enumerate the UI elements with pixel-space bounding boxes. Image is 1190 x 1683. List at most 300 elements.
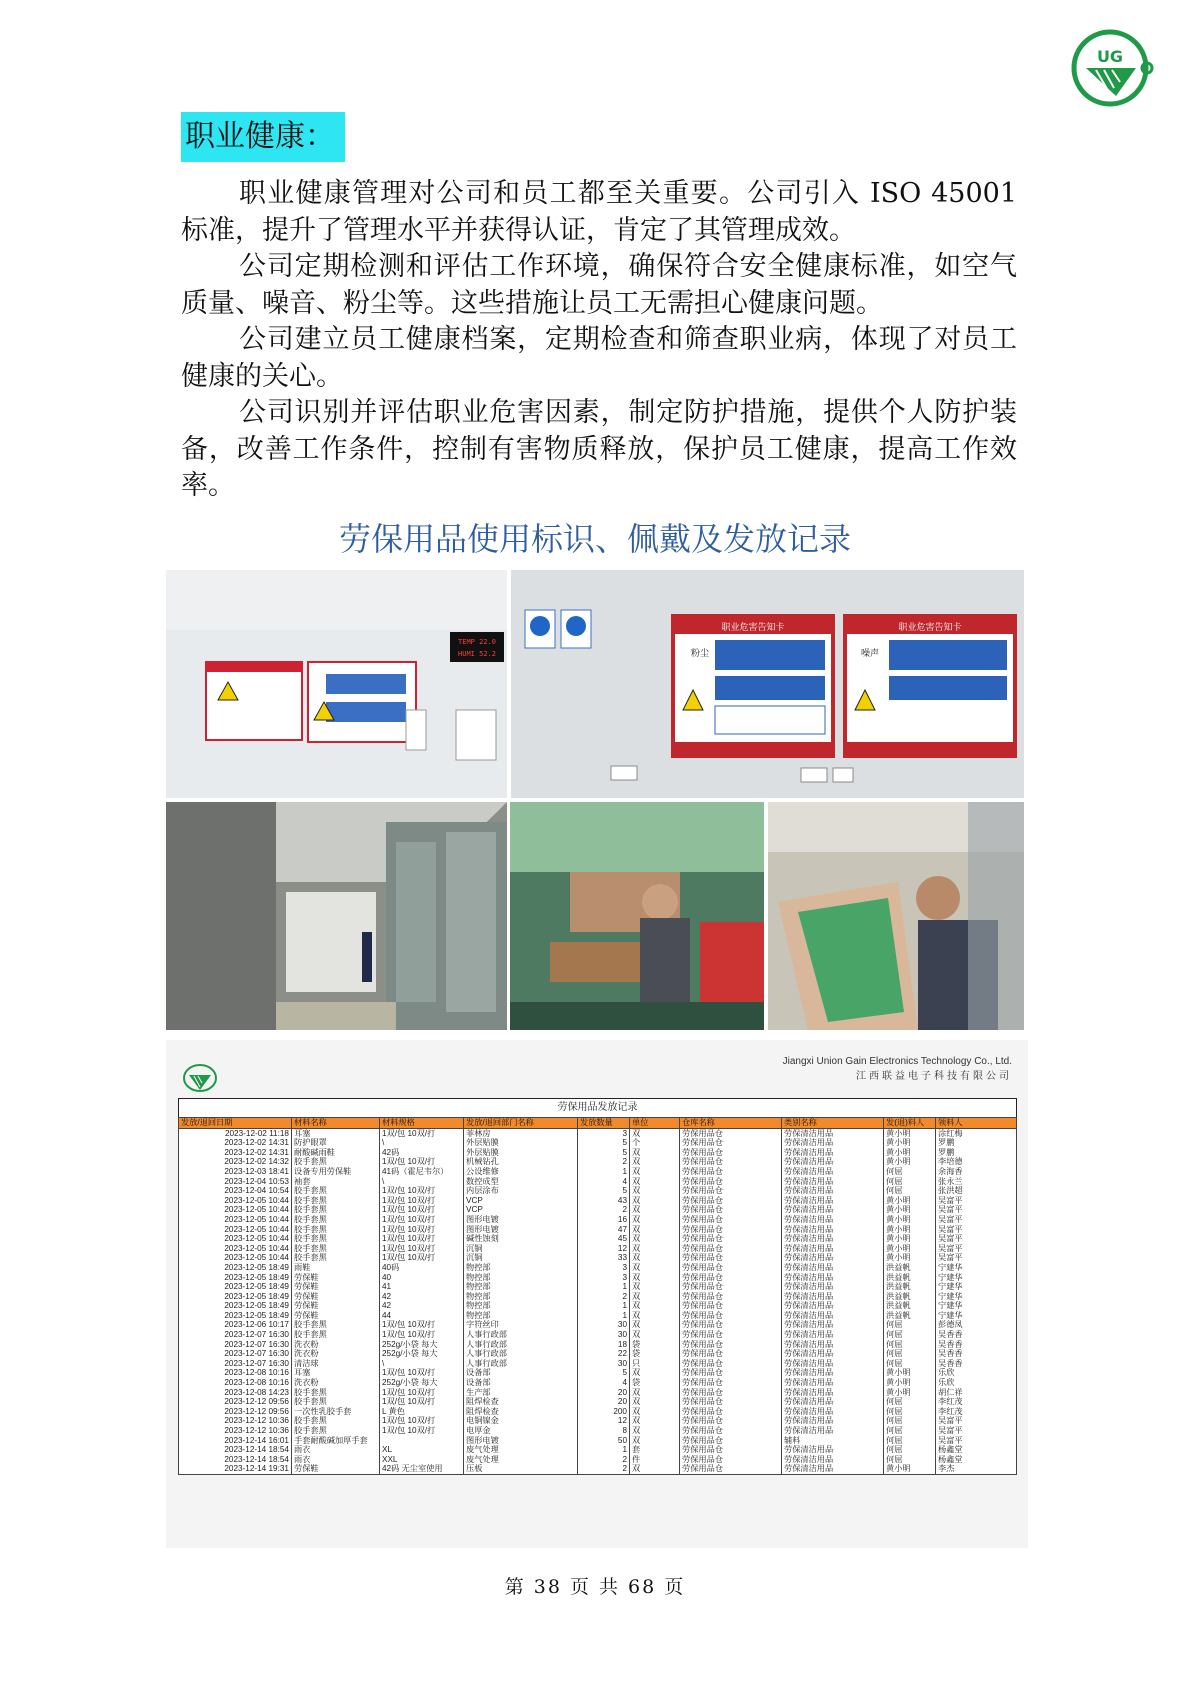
table-cell: 胶手套黑 [292, 1244, 380, 1254]
record-table-title: 劳保用品发放记录 [178, 1098, 1017, 1117]
table-row [179, 1301, 1017, 1311]
table-cell: 3 [578, 1263, 630, 1273]
photo-worker-inspection [768, 802, 1024, 1030]
table-cell: VCP [464, 1205, 578, 1215]
table-cell: 李杰 [936, 1464, 1017, 1474]
table-cell: 劳保用品仓 [680, 1167, 782, 1177]
table-cell: 沉铜 [464, 1244, 578, 1254]
table-cell: 电铜镍金 [464, 1416, 578, 1426]
table-cell: 劳保用品仓 [680, 1311, 782, 1321]
table-cell: 2023-12-14 18:54 [179, 1455, 292, 1465]
table-cell: 1双/包 10双/打 [380, 1157, 464, 1167]
table-cell: 胶手套黑 [292, 1330, 380, 1340]
table-cell: 252g/小袋 每大 [380, 1340, 464, 1350]
table-cell: 吴香香 [936, 1340, 1017, 1350]
table-cell: 吴富平 [936, 1244, 1017, 1254]
table-cell: \ [380, 1177, 464, 1187]
table-cell: 吴富平 [936, 1416, 1017, 1426]
table-cell: 2023-12-14 19:31 [179, 1464, 292, 1474]
table-cell: 双 [630, 1234, 680, 1244]
table-cell: 2023-12-05 10:44 [179, 1253, 292, 1263]
table-cell: 宁建华 [936, 1292, 1017, 1302]
table-row [179, 1340, 1017, 1350]
company-name-en: Jiangxi Union Gain Electronics Technology Co., Ltd. [782, 1056, 1012, 1067]
table-cell: 双 [630, 1157, 680, 1167]
table-cell: 图形电镀 [464, 1436, 578, 1446]
column-header: 仓库名称 [680, 1117, 782, 1128]
table-cell: 2023-12-02 14:31 [179, 1138, 292, 1148]
table-cell: 宁建华 [936, 1263, 1017, 1273]
table-cell: 黄小明 [884, 1138, 936, 1148]
table-cell: 劳保用品仓 [680, 1273, 782, 1283]
body-text [181, 176, 1017, 505]
table-cell: 劳保清洁用品 [782, 1177, 884, 1187]
table-cell: 何屈 [884, 1167, 936, 1177]
table-cell: 2023-12-05 18:49 [179, 1301, 292, 1311]
table-cell: 吴富平 [936, 1426, 1017, 1436]
table-cell: 阻焊检查 [464, 1397, 578, 1407]
table-cell: 2 [578, 1205, 630, 1215]
table-cell: 劳保用品仓 [680, 1455, 782, 1465]
table-cell: 2023-12-07 16:30 [179, 1349, 292, 1359]
table-cell: 劳保用品仓 [680, 1445, 782, 1455]
table-cell: 劳保清洁用品 [782, 1234, 884, 1244]
table-cell: 1双/包 10双/打 [380, 1368, 464, 1378]
table-cell: 物控部 [464, 1311, 578, 1321]
table-cell: 劳保鞋 [292, 1273, 380, 1283]
table-cell: 生产部 [464, 1388, 578, 1398]
table-cell: 2023-12-05 18:49 [179, 1311, 292, 1321]
table-cell: 胡仁祥 [936, 1388, 1017, 1398]
table-cell: 何屈 [884, 1177, 936, 1187]
column-header: 领料人 [936, 1117, 1017, 1128]
table-cell: 外层贴膜 [464, 1148, 578, 1158]
table-cell: VCP [464, 1196, 578, 1206]
table-cell: 252g/小袋 每大 [380, 1349, 464, 1359]
table-cell: 劳保用品仓 [680, 1436, 782, 1446]
table-cell: 双 [630, 1426, 680, 1436]
table-cell: 双 [630, 1330, 680, 1340]
table-cell: 劳保用品仓 [680, 1186, 782, 1196]
table-row [179, 1378, 1017, 1388]
table-cell: 辅料 [782, 1436, 884, 1446]
table-row [179, 1273, 1017, 1283]
table-cell: 1 [578, 1301, 630, 1311]
paragraph: 职业健康管理对公司和员工都至关重要。公司引入 ISO 45001 标准，提升了管理水平并获得认证，肯定了其管理成效。 [181, 178, 1017, 246]
table-row [179, 1311, 1017, 1321]
table-cell: 张永兰 [936, 1177, 1017, 1187]
table-cell: 杨鑫堂 [936, 1445, 1017, 1455]
table-cell: 胶手套黑 [292, 1426, 380, 1436]
table-cell: 劳保用品仓 [680, 1205, 782, 1215]
table-cell: 1双/包 10双/打 [380, 1253, 464, 1263]
table-cell: 外层贴膜 [464, 1138, 578, 1148]
table-row [179, 1253, 1017, 1263]
table-cell: 双 [630, 1205, 680, 1215]
table-cell: 劳保用品仓 [680, 1177, 782, 1187]
table-cell: 人事行政部 [464, 1359, 578, 1369]
table-cell: 劳保清洁用品 [782, 1359, 884, 1369]
table-cell: 双 [630, 1464, 680, 1474]
table-cell: 胶手套黑 [292, 1196, 380, 1206]
table-cell: 双 [630, 1368, 680, 1378]
table-cell: 1双/包 10双/打 [380, 1416, 464, 1426]
table-cell: 劳保清洁用品 [782, 1225, 884, 1235]
table-cell: 劳保清洁用品 [782, 1301, 884, 1311]
table-cell: 物控部 [464, 1273, 578, 1283]
table-cell: 洪益帆 [884, 1311, 936, 1321]
table-cell: 劳保用品仓 [680, 1253, 782, 1263]
table-cell: 劳保清洁用品 [782, 1167, 884, 1177]
column-header: 材料规格 [380, 1117, 464, 1128]
table-cell: 吴富平 [936, 1436, 1017, 1446]
table-cell: 2023-12-05 18:49 [179, 1292, 292, 1302]
table-cell: 设备专用劳保鞋 [292, 1167, 380, 1177]
table-cell: 劳保用品仓 [680, 1397, 782, 1407]
table-cell: 胶手套黑 [292, 1320, 380, 1330]
table-row [179, 1455, 1017, 1465]
table-cell: 1 [578, 1445, 630, 1455]
table-cell: 防护眼罩 [292, 1138, 380, 1148]
table-cell: 耳塞 [292, 1368, 380, 1378]
table-cell: 内层涂布 [464, 1186, 578, 1196]
table-cell: 2023-12-02 14:32 [179, 1157, 292, 1167]
table-cell: 12 [578, 1244, 630, 1254]
table-cell: 18 [578, 1340, 630, 1350]
column-header: 发(退)料人 [884, 1117, 936, 1128]
table-cell: 2023-12-05 18:49 [179, 1273, 292, 1283]
table-row [179, 1205, 1017, 1215]
table-cell: 吴富平 [936, 1253, 1017, 1263]
table-cell: 件 [630, 1455, 680, 1465]
table-cell: 劳保清洁用品 [782, 1378, 884, 1388]
table-cell: 劳保用品仓 [680, 1138, 782, 1148]
table-cell: 劳保用品仓 [680, 1388, 782, 1398]
table-cell: 2023-12-08 14:23 [179, 1388, 292, 1398]
table-cell: 2023-12-05 10:44 [179, 1234, 292, 1244]
photo-worker-mask [510, 802, 764, 1030]
table-cell: 字符丝印 [464, 1320, 578, 1330]
table-cell: 何屈 [884, 1359, 936, 1369]
table-cell: 1双/包 10双/打 [380, 1234, 464, 1244]
table-cell: 胶手套黑 [292, 1186, 380, 1196]
table-cell: 人事行政部 [464, 1340, 578, 1350]
table-row [179, 1196, 1017, 1206]
table-cell: 何屈 [884, 1445, 936, 1455]
table-cell: 劳保清洁用品 [782, 1340, 884, 1350]
table-cell: 何屈 [884, 1340, 936, 1350]
logo-text: UG [1096, 47, 1124, 66]
table-cell: 47 [578, 1225, 630, 1235]
table-cell: 人事行政部 [464, 1330, 578, 1340]
column-header: 单位 [630, 1117, 680, 1128]
table-cell: 胶手套黑 [292, 1157, 380, 1167]
table-cell: 何屈 [884, 1186, 936, 1196]
table-cell: 5 [578, 1148, 630, 1158]
table-cell: 李红茂 [936, 1407, 1017, 1417]
table-row [179, 1148, 1017, 1158]
table-cell: 物控部 [464, 1292, 578, 1302]
table-cell: 黄小明 [884, 1368, 936, 1378]
table-cell: 30 [578, 1330, 630, 1340]
table-cell: 人事行政部 [464, 1349, 578, 1359]
table-cell: 劳保清洁用品 [782, 1186, 884, 1196]
table-cell: 吴富平 [936, 1196, 1017, 1206]
table-cell: 2023-12-12 10:36 [179, 1426, 292, 1436]
table-cell: 吴香香 [936, 1330, 1017, 1340]
table-cell: 1 [578, 1167, 630, 1177]
record-header-row [179, 1117, 1017, 1128]
table-cell: 洗衣粉 [292, 1340, 380, 1350]
table-cell: 劳保用品仓 [680, 1301, 782, 1311]
hazard-card-title: 职业危害告知卡 [721, 623, 785, 633]
table-cell: 劳保用品仓 [680, 1330, 782, 1340]
table-cell: 45 [578, 1234, 630, 1244]
table-cell: 黄小明 [884, 1378, 936, 1388]
table-cell: 1双/包 10双/打 [380, 1128, 464, 1138]
table-cell: 双 [630, 1292, 680, 1302]
table-cell: 43 [578, 1196, 630, 1206]
table-cell: 2023-12-05 18:49 [179, 1263, 292, 1273]
table-cell: 劳保清洁用品 [782, 1148, 884, 1158]
table-cell: 黄小明 [884, 1234, 936, 1244]
table-row [179, 1320, 1017, 1330]
table-cell: 菲林房 [464, 1128, 578, 1138]
table-cell: 雨衣 [292, 1455, 380, 1465]
table-cell: 4 [578, 1177, 630, 1187]
table-cell: 图形电镀 [464, 1225, 578, 1235]
table-cell: 双 [630, 1311, 680, 1321]
table-cell: 200 [578, 1407, 630, 1417]
table-cell: 黄小明 [884, 1225, 936, 1235]
table-cell: 彭德凤 [936, 1320, 1017, 1330]
table-cell: 2 [578, 1455, 630, 1465]
table-cell: 双 [630, 1128, 680, 1138]
record-table [178, 1098, 1017, 1475]
table-cell: 双 [630, 1407, 680, 1417]
table-cell: 5 [578, 1138, 630, 1148]
table-cell: 涂红梅 [936, 1128, 1017, 1138]
temp-readout: TEMP 22.0 [458, 638, 496, 646]
table-cell: 宁建华 [936, 1273, 1017, 1283]
record-logo [182, 1060, 218, 1096]
table-cell: 2023-12-05 10:44 [179, 1205, 292, 1215]
page-footer: 第 38 页 共 68 页 [504, 1576, 686, 1598]
table-row [179, 1397, 1017, 1407]
table-cell: 胶手套黑 [292, 1388, 380, 1398]
table-cell: 耐酸碱雨鞋 [292, 1148, 380, 1158]
table-cell: 雨衣 [292, 1445, 380, 1455]
table-cell: 个 [630, 1138, 680, 1148]
table-cell: 劳保清洁用品 [782, 1407, 884, 1417]
table-cell: 胶手套黑 [292, 1234, 380, 1244]
table-row [179, 1244, 1017, 1254]
table-cell: 劳保清洁用品 [782, 1244, 884, 1254]
table-cell: 余海香 [936, 1167, 1017, 1177]
table-cell: 劳保用品仓 [680, 1282, 782, 1292]
table-cell: 碱性蚀刻 [464, 1234, 578, 1244]
table-cell: 雨鞋 [292, 1263, 380, 1273]
table-row [179, 1177, 1017, 1187]
table-cell: 劳保用品仓 [680, 1157, 782, 1167]
table-cell: 劳保鞋 [292, 1311, 380, 1321]
table-cell: 胶手套黑 [292, 1225, 380, 1235]
table-cell: 1双/包 10双/打 [380, 1225, 464, 1235]
table-cell: 50 [578, 1436, 630, 1446]
table-cell: 废气处理 [464, 1455, 578, 1465]
table-cell: 宁建华 [936, 1282, 1017, 1292]
table-cell: 黄小明 [884, 1148, 936, 1158]
table-cell: 2 [578, 1157, 630, 1167]
table-cell: 44 [380, 1311, 464, 1321]
table-cell: 2023-12-02 11:18 [179, 1128, 292, 1138]
table-cell: 袋 [630, 1349, 680, 1359]
table-row [179, 1330, 1017, 1340]
table-cell: 压板 [464, 1464, 578, 1474]
table-cell: 2023-12-02 14:31 [179, 1148, 292, 1158]
table-cell: 废气处理 [464, 1445, 578, 1455]
company-name-zh: 江西联益电子科技有限公司 [856, 1071, 1012, 1082]
table-cell: 劳保鞋 [292, 1292, 380, 1302]
table-cell: 何屈 [884, 1407, 936, 1417]
section-heading: 职业健康： [181, 112, 345, 162]
table-cell: 吴富平 [936, 1205, 1017, 1215]
table-cell: 洪益帆 [884, 1301, 936, 1311]
table-row [179, 1436, 1017, 1446]
table-cell: 双 [630, 1301, 680, 1311]
table-cell: 双 [630, 1215, 680, 1225]
table-row [179, 1368, 1017, 1378]
table-cell: 劳保用品仓 [680, 1320, 782, 1330]
table-cell: 何屈 [884, 1455, 936, 1465]
table-cell: 罗鹏 [936, 1138, 1017, 1148]
table-cell: 袋 [630, 1340, 680, 1350]
table-cell: 沉铜 [464, 1253, 578, 1263]
table-cell: 胶手套黑 [292, 1397, 380, 1407]
table-cell: 劳保清洁用品 [782, 1455, 884, 1465]
table-row [179, 1234, 1017, 1244]
table-row [179, 1416, 1017, 1426]
table-cell: 劳保鞋 [292, 1282, 380, 1292]
table-cell: 劳保用品仓 [680, 1340, 782, 1350]
table-cell: 劳保清洁用品 [782, 1416, 884, 1426]
table-cell: 宁建华 [936, 1311, 1017, 1321]
table-cell: 1双/包 10双/打 [380, 1388, 464, 1398]
table-cell: 吴富平 [936, 1225, 1017, 1235]
paragraph: 公司识别并评估职业危害因素，制定防护措施，提供个人防护装备，改善工作条件，控制有害物质释放，保护员工健康，提高工作效率。 [181, 397, 1017, 501]
table-cell: 数控成型 [464, 1177, 578, 1187]
table-cell: 双 [630, 1282, 680, 1292]
table-cell: 一次性乳胶手套 [292, 1407, 380, 1417]
figure-title: 劳保用品使用标识、佩戴及发放记录 [338, 520, 851, 558]
table-cell: 黄小明 [884, 1215, 936, 1225]
table-cell: 机械钻孔 [464, 1157, 578, 1167]
table-cell: 张洪超 [936, 1186, 1017, 1196]
table-cell: 劳保清洁用品 [782, 1292, 884, 1302]
table-cell: 洪益帆 [884, 1282, 936, 1292]
table-cell: 双 [630, 1225, 680, 1235]
table-cell: 洗衣粉 [292, 1378, 380, 1388]
table-cell: 劳保清洁用品 [782, 1263, 884, 1273]
column-header: 材料名称 [292, 1117, 380, 1128]
table-cell: 胶手套黑 [292, 1215, 380, 1225]
table-row [179, 1292, 1017, 1302]
hazard-card-title: 职业危害告知卡 [898, 623, 962, 633]
table-cell: 劳保用品仓 [680, 1416, 782, 1426]
table-cell: 2023-12-12 10:36 [179, 1416, 292, 1426]
table-row [179, 1407, 1017, 1417]
table-cell: 劳保清洁用品 [782, 1157, 884, 1167]
issuance-record [166, 1040, 1028, 1548]
table-cell: 42码 无尘室使用 [380, 1464, 464, 1474]
table-cell: 3 [578, 1128, 630, 1138]
table-cell: 2023-12-07 16:30 [179, 1330, 292, 1340]
table-cell: 何屈 [884, 1416, 936, 1426]
table-cell: 双 [630, 1167, 680, 1177]
table-cell: XL [380, 1445, 464, 1455]
table-row [179, 1215, 1017, 1225]
table-cell: 5 [578, 1186, 630, 1196]
table-cell: 劳保用品仓 [680, 1263, 782, 1273]
table-row [179, 1225, 1017, 1235]
table-cell: 袖套 [292, 1177, 380, 1187]
table-cell: 劳保清洁用品 [782, 1253, 884, 1263]
table-cell: 劳保清洁用品 [782, 1445, 884, 1455]
table-cell: 劳保清洁用品 [782, 1138, 884, 1148]
table-cell: 耳塞 [292, 1128, 380, 1138]
table-cell: 1 [578, 1282, 630, 1292]
table-cell: 胶手套黑 [292, 1205, 380, 1215]
table-cell: 何屈 [884, 1349, 936, 1359]
table-cell: 洪益帆 [884, 1292, 936, 1302]
table-cell: 2023-12-12 09:56 [179, 1397, 292, 1407]
table-cell: 2023-12-07 16:30 [179, 1359, 292, 1369]
table-row [179, 1167, 1017, 1177]
table-cell: 黄小明 [884, 1128, 936, 1138]
table-cell: 黄小明 [884, 1196, 936, 1206]
table-cell: 乐欣 [936, 1378, 1017, 1388]
table-cell: 黄小明 [884, 1464, 936, 1474]
table-cell: 2023-12-07 16:30 [179, 1340, 292, 1350]
table-cell: 2023-12-05 10:44 [179, 1215, 292, 1225]
table-row [179, 1263, 1017, 1273]
table-cell: 劳保清洁用品 [782, 1311, 884, 1321]
table-cell: 洪益帆 [884, 1273, 936, 1283]
table-cell: 吴富平 [936, 1215, 1017, 1225]
table-row [179, 1445, 1017, 1455]
table-cell: 乐欣 [936, 1368, 1017, 1378]
table-cell: 劳保清洁用品 [782, 1426, 884, 1436]
table-cell: 双 [630, 1253, 680, 1263]
table-cell: 双 [630, 1148, 680, 1158]
table-cell: 20 [578, 1388, 630, 1398]
table-cell: 罗鹏 [936, 1148, 1017, 1158]
table-row [179, 1138, 1017, 1148]
table-cell: 双 [630, 1244, 680, 1254]
table-cell: 劳保清洁用品 [782, 1349, 884, 1359]
table-row [179, 1186, 1017, 1196]
paragraph: 公司建立员工健康档案，定期检查和筛查职业病，体现了对员工健康的关心。 [181, 324, 1017, 392]
table-cell: 双 [630, 1177, 680, 1187]
table-cell: 套 [630, 1445, 680, 1455]
table-cell: 公设维修 [464, 1167, 578, 1177]
table-cell: 2023-12-12 09:56 [179, 1407, 292, 1417]
table-cell: 劳保清洁用品 [782, 1282, 884, 1292]
table-cell: 手套耐酸碱加厚手套 [292, 1436, 380, 1446]
table-cell: 物控部 [464, 1282, 578, 1292]
table-cell: 劳保用品仓 [680, 1234, 782, 1244]
table-cell: 何屈 [884, 1397, 936, 1407]
